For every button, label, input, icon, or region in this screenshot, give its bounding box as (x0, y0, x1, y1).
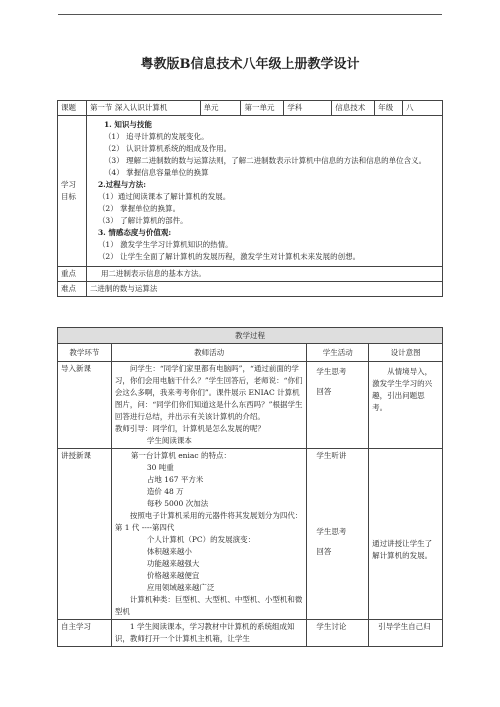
table-row (58, 362, 443, 449)
label-lesson: 课题 (58, 101, 87, 116)
teacher-text: 教师引导：同学们，计算机是怎么发展的呢？ (114, 424, 265, 433)
process-item: （1）通过阅读课本了解计算机的发展。 (97, 192, 231, 201)
teacher-line: 30 吨重 (146, 463, 174, 472)
teacher-line: 造价 48 万 (146, 487, 184, 496)
process-title: 2.过程与方法: (97, 180, 147, 189)
header-stage: 教学环节 (58, 344, 112, 362)
knowledge-title: 1. 知识与技能 (103, 120, 152, 129)
header-rule (58, 14, 442, 15)
teacher-line: 计算机种类：巨型机、大型机、中型机、小型机和微型机 (114, 595, 303, 616)
teacher-line: 应用领域越来越广泛 (146, 583, 215, 592)
teacher-text: 1 学生阅读课本，学习教材中计算机的系统组成知识，教师打开一个计算机主机箱，让学生 (114, 622, 295, 643)
header-teacher: 教师活动 (111, 344, 306, 362)
lesson-value: 第一节 深入认识计算机 (86, 101, 200, 116)
student-text: 学生思考 (316, 367, 347, 376)
stage-cell: 讲授新课 (58, 449, 112, 620)
teacher-line: 按照电子计算机采用的元器件将其发展划分为四代：第 1 代 ----第四代 (114, 511, 303, 532)
teacher-line: 功能越来越强大 (146, 559, 200, 568)
student-text: 回答 (316, 387, 332, 396)
process-item: （3） 了解计算机的部件。 (97, 216, 188, 225)
student-text: 学生讨论 (316, 622, 347, 631)
header-row (58, 344, 443, 362)
teacher-line: 体积越来越小 (146, 547, 192, 556)
label-grade: 年级 (375, 101, 403, 116)
teacher-line: 占地 167 平方米 (146, 475, 204, 484)
knowledge-item: （2） 认识计算机系统的组成及作用。 (103, 144, 232, 153)
knowledge-item: （3） 理解二进制数的数与运算法则，了解二进制数表示计算机中信息的方法和信息的单位含义。 (103, 156, 427, 165)
knowledge-item: （1） 追寻计算机的发展变化。 (103, 132, 209, 141)
process-title: 教学过程 (58, 328, 443, 344)
goals-row (58, 116, 443, 267)
key-point-row (58, 267, 443, 282)
subject-value: 信息技术 (332, 101, 375, 116)
intent-text: 从情境导入，激发学生学习的兴趣，引出问题思考。 (372, 367, 433, 412)
student-text: 学生思考 (316, 527, 347, 536)
key-point-text: 用二进制表示信息的基本方法。 (86, 267, 442, 282)
knowledge-item: （4） 掌握信息容量单位的换算 (103, 168, 209, 177)
difficult-point-text: 二进制的数与运算法 (86, 282, 442, 297)
header-student: 学生活动 (307, 344, 369, 362)
teacher-line: 第一台计算机 eniac 的特点： (130, 451, 231, 460)
emotion-title: 3. 情感态度与价值观: (97, 228, 172, 237)
teaching-process-table (57, 327, 443, 647)
label-unit: 单元 (200, 101, 241, 116)
intent-text: 通过讲授让学生了解计算机的发展。 (372, 539, 433, 560)
label-goals: 学习 目标 (58, 116, 87, 267)
intent-text: 引导学生自己归 (378, 622, 431, 631)
teacher-line: 每秒 5000 次加法 (146, 499, 209, 508)
grade-value: 八 (403, 101, 443, 116)
lesson-info-table (57, 100, 443, 297)
label-difficult-point: 难点 (58, 282, 87, 297)
student-text: 回答 (316, 547, 332, 556)
teacher-text: 学生阅读课本 (146, 436, 192, 445)
label-key-point: 重点 (58, 267, 87, 282)
table-row (58, 449, 443, 620)
page-title: 粤教版B信息技术八年级上册教学设计 (140, 57, 360, 72)
teacher-line: 个人计算机（PC）的发展演变： (146, 535, 256, 544)
process-item: （2） 掌握单位的换算。 (97, 204, 181, 213)
table-row (58, 620, 443, 647)
emotion-item: （2） 让学生全面了解计算机的发展历程，激发学生对计算机未来发展的创想。 (97, 252, 361, 261)
info-row (58, 101, 443, 116)
teacher-text: 问学生：“同学们家里都有电脑吗”，“通过前面的学习，你们会用电脑干什么？”学生回答后，老师说：“你们会这么多啊，我来考考你们”。课件展示 ENIAC 计算机图片，问：“同学们你们知道这是什么东西吗？”根据学生回答进行总结，并出示有关该计算机的介绍。 (114, 364, 303, 421)
teacher-line: 价格越来越便宜 (146, 571, 200, 580)
stage-cell: 自主学习 (58, 620, 112, 647)
unit-value: 第一单元 (241, 101, 284, 116)
difficult-point-row (58, 282, 443, 297)
stage-cell: 导入新课 (58, 362, 112, 449)
header-intent: 设计意图 (369, 344, 443, 362)
label-subject: 学科 (284, 101, 332, 116)
emotion-item: （1） 激发学生学习计算机知识的热情。 (97, 240, 233, 249)
student-text: 学生听讲 (316, 451, 347, 460)
